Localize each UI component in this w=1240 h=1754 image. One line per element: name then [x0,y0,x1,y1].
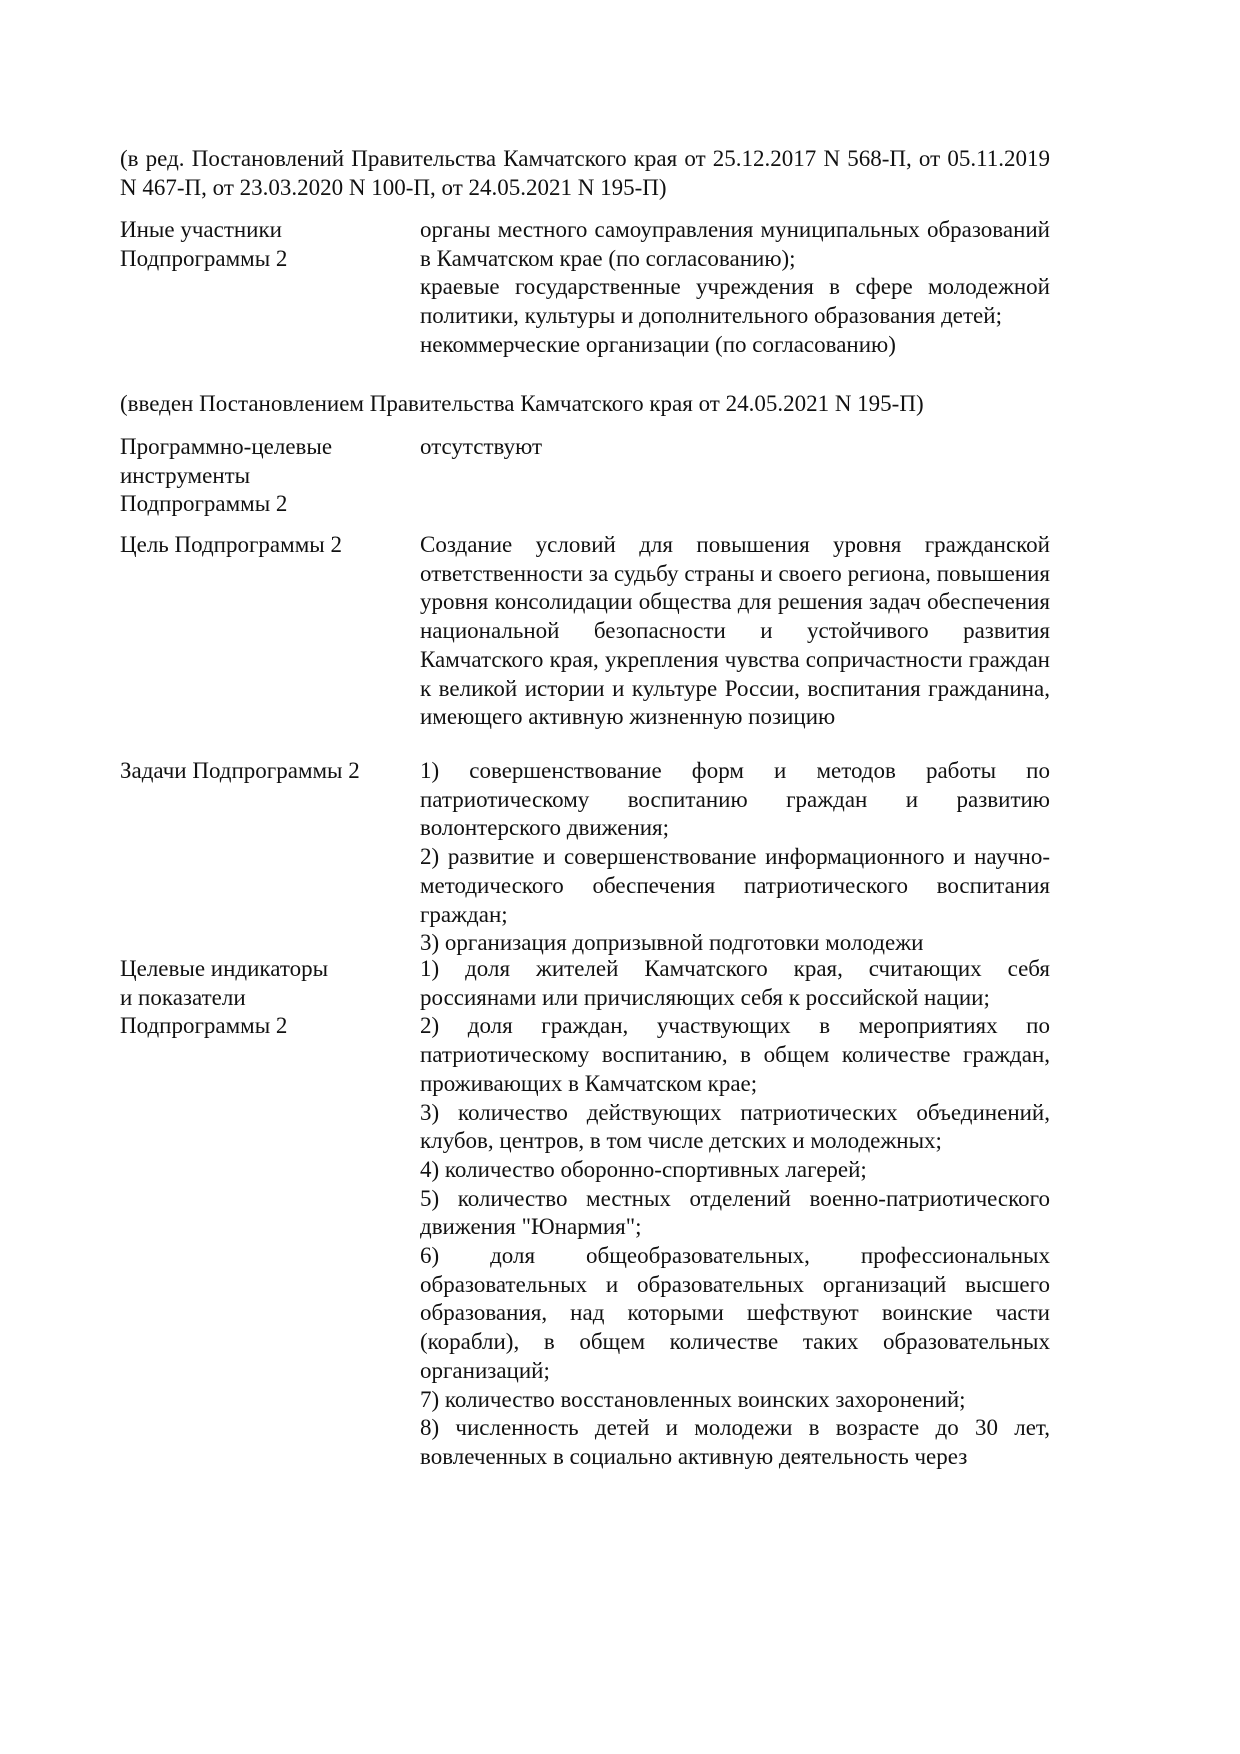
indicator-item: 1) доля жителей Камчатского края, считающих себя россиянами или причисляющих себя к российской нации; [420,956,1050,1010]
indicators-value [420,955,1050,1472]
amendment-note: (в ред. Постановлений Правительства Камчатского края от 25.12.2017 N 568-П, от 05.11.2019 N 467-П, от 23.03.2020 N 100-П, от 24.05.2021 N 195-П) [120,146,1050,200]
participants-label [120,216,400,273]
goal-label [120,531,400,560]
participant-item: органы местного самоуправления муниципальных образований в Камчатском крае (по согласованию); [420,217,1050,271]
instruments-label-line: Подпрограммы 2 [120,491,288,517]
indicators-label [120,955,400,1041]
indicators-label-line: и показатели [120,984,246,1010]
indicator-item: 8) численность детей и молодежи в возрасте до 30 лет, вовлеченных в социально активную деятельность через [420,1415,1050,1469]
indicators-label-line: Целевые индикаторы [120,956,329,981]
participant-item: некоммерческие организации (по согласованию) [420,331,896,357]
task-item: 3) организация допризывной подготовки молодежи [420,930,924,956]
participants-value [420,216,1050,360]
participants-label-line: Подпрограммы 2 [120,245,288,271]
indicator-item: 2) доля граждан, участвующих в мероприятиях по патриотическому воспитанию, в общем количестве граждан, проживающих в Камчатском крае; [420,1013,1050,1096]
tasks-value [420,757,1050,958]
indicator-item: 4) количество оборонно-спортивных лагерей; [420,1156,867,1182]
indicators-label-line: Подпрограммы 2 [120,1013,288,1039]
goal-value [420,531,1050,732]
tasks-label-text: Задачи Подпрограммы 2 [120,758,360,783]
tasks-label [120,757,400,786]
indicator-item: 6) доля общеобразовательных, профессиональных образовательных и образовательных организаций высшего образования, над которыми шефствуют воинские части (корабли), в общем количестве таких образовательных организаций; [420,1243,1050,1383]
indicator-item: 7) количество восстановленных воинских захоронений; [420,1386,966,1412]
indicator-item: 5) количество местных отделений военно-патриотического движения "Юнармия"; [420,1185,1050,1240]
goal-value-text: Создание условий для повышения уровня гражданской ответственности за судьбу страны и своего региона, повышения уровня консолидации общества для решения задач обеспечения национальной безопасности и устойчивого развития Камчатского края, укрепления чувства сопричастности граждан к великой истории и культуре России, воспитания гражданина, имеющего активную жизненную позицию [420,532,1050,730]
indicator-item: 3) количество действующих патриотических объединений, клубов, центров, в том числе детских и молодежных; [420,1099,1050,1154]
instruments-label-line: Программно-целевые [120,434,333,459]
participants-label-line: Иные участники [120,217,282,242]
introduced-note: (введен Постановлением Правительства Камчатского края от 24.05.2021 N 195-П) [120,391,924,416]
instruments-value-text: отсутствуют [420,434,543,459]
task-item: 1) совершенствование форм и методов работы по патриотическому воспитанию граждан и развитию волонтерского движения; [420,758,1050,841]
participant-item: краевые государственные учреждения в сфере молодежной политики, культуры и дополнительного образования детей; [420,274,1050,329]
task-item: 2) развитие и совершенствование информационного и научно-методического обеспечения патриотического воспитания граждан; [420,844,1050,927]
goal-label-text: Цель Подпрограммы 2 [120,532,342,557]
instruments-value [420,433,1050,462]
instruments-label [120,433,400,519]
instruments-label-line: инструменты [120,462,251,488]
